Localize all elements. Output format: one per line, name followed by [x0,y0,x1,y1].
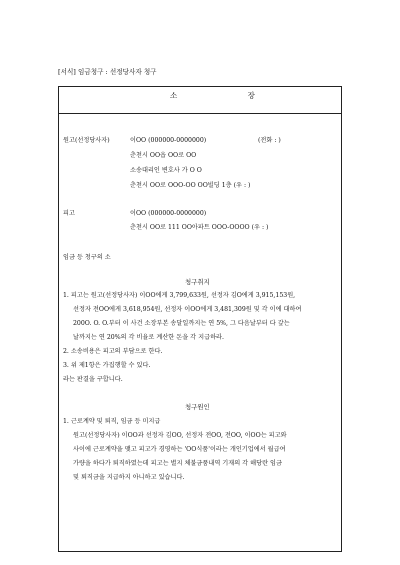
attorney-address: 춘천시 OO로 OOO-OO OO빌딩 1층 (우 : ) [130,182,251,189]
claim-purpose-line: 1. 피고는 원고(선정당사자) 이OO에게 3,799,633원, 선정자 김O에게 3,915,153원, [63,292,296,299]
plaintiff-phone: (전화 : ) [258,137,281,144]
claim-purpose-line: 선정자 전OO에게 3,618,954원, 선정자 이OO에게 3,481,309원 및 각 이에 대하여 [73,306,302,313]
plaintiff-label: 원고(선정당사자) [63,137,110,144]
defendant-name: 이OO (000000-0000000) [130,210,207,217]
claim-cause-heading: 청구원인 [185,403,210,411]
plaintiff-address: 춘천시 OO읍 OO로 OO [130,152,197,159]
claim-cause-line: 가량을 하다가 퇴직하였는데 피고는 별지 체불금품내역 기재의 각 해당란 임금 [73,460,282,467]
claim-purpose-closing: 라는 판결을 구합니다. [63,376,123,383]
defendant-label: 피고 [63,210,75,217]
case-name: 임금 등 청구의 소 [63,254,111,261]
document-title: 소 장 [170,91,289,100]
claim-purpose-line: 200O. O. O.부터 이 사건 소장부본 송달일까지는 연 5%, 그 다음날부터 다 갚는 [73,320,290,327]
claim-purpose-heading: 청구취지 [185,278,210,286]
defendant-address: 춘천시 OO로 111 OO아파트 OOO-OOOO (우 : ) [130,224,269,231]
claim-cause-line: 원고(선정당사자) 이OO과 선정자 김OO, 선정자 전OO, 전OO, 이OO는 피고와 [73,432,287,439]
document-frame [58,86,342,552]
plaintiff-attorney: 소송대리인 변호사 가 O O [130,167,202,174]
claim-purpose-line: 2. 소송비용은 피고의 부담으로 한다. [63,348,163,355]
form-label: [서식] 임금청구 : 선정당사자 청구 [58,68,157,76]
plaintiff-name: 이OO (000000-0000000) [130,137,207,144]
claim-purpose-line: 3. 위 제1항은 가집행할 수 있다. [63,362,151,369]
claim-cause-line: 사이에 근로계약을 맺고 피고가 경영하는 'OO식품'이라는 개인기업에서 월급여 [73,446,286,453]
claim-cause-line: 및 퇴직금을 지급하지 아니하고 있습니다. [73,474,185,481]
claim-purpose-line: 날까지는 연 20%의 각 비율로 계산한 돈을 각 지급하라. [73,334,224,341]
title-divider [59,113,341,114]
claim-cause-subheading: 1. 근로계약 및 퇴직, 임금 등 미지급 [63,418,161,425]
